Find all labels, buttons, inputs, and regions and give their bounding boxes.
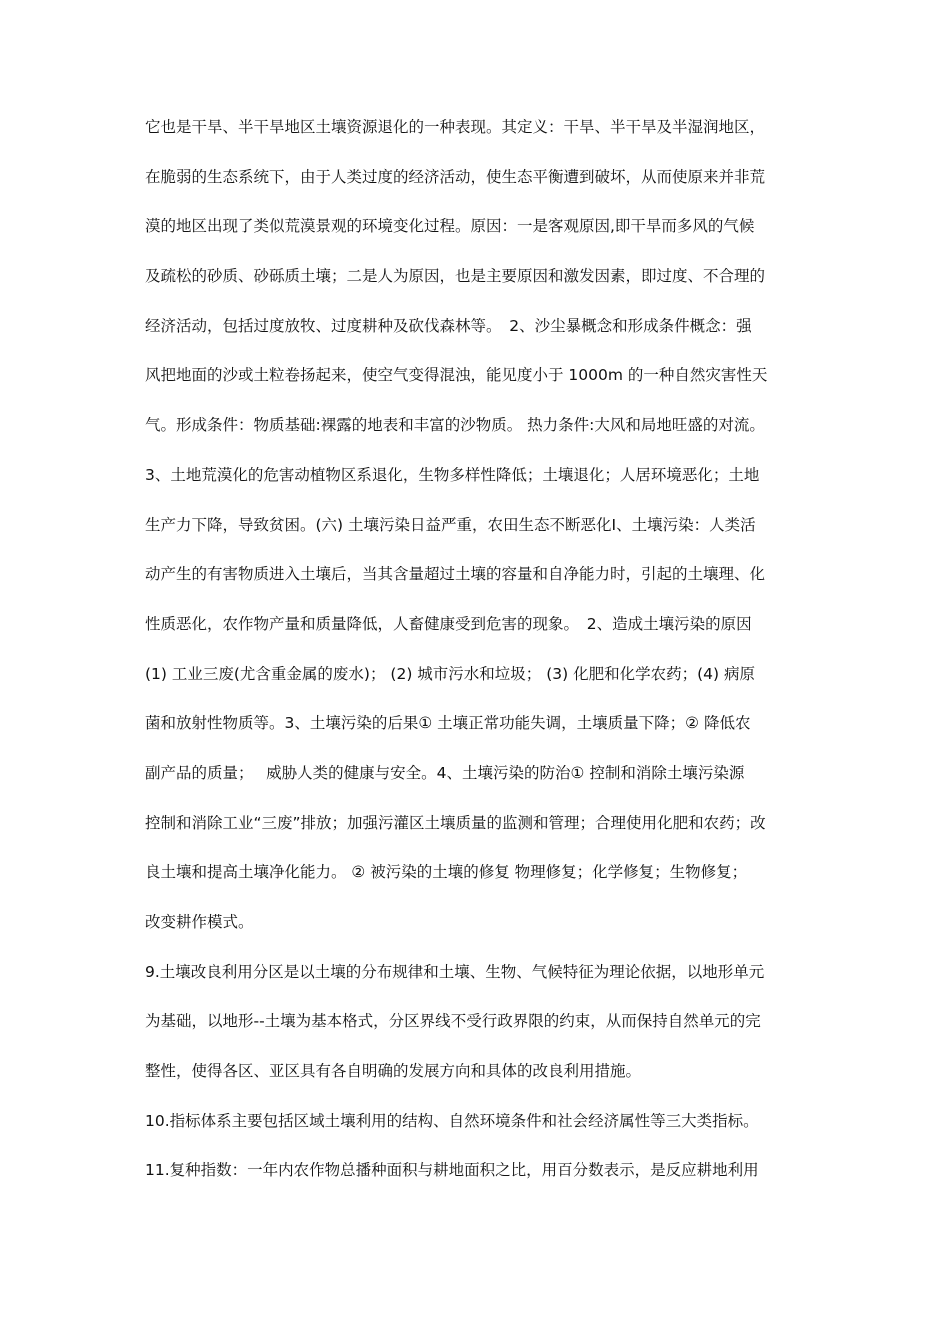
document-body: [145, 103, 820, 1196]
text-line: 10.指标体系主要包括区域土壤利用的结构、自然环境条件和社会经济属性等三大类指标。: [145, 1111, 759, 1130]
text-line: 经济活动，包括过度放牧、过度耕种及砍伐森林等。 2、沙尘暴概念和形成条件概念：强: [145, 316, 752, 335]
text-line: 及疏松的砂质、砂砾质土壤；二是人为原因，也是主要原因和激发因素，即过度、不合理的: [145, 267, 766, 286]
text-line: 9.土壤改良利用分区是以土壤的分布规律和土壤、生物、气候特征为理论依据，以地形单元: [145, 962, 765, 981]
text-line: 改变耕作模式。: [145, 913, 254, 931]
text-line: 性质恶化，农作物产量和质量降低，人畜健康受到危害的现象。 2、造成土壤污染的原因: [145, 614, 752, 633]
text-line: 生产力下降，导致贫困。(六) 土壤污染日益严重，农田生态不断恶化Ⅰ、土壤污染：人类活: [145, 515, 756, 534]
text-line: 菌和放射性物质等。3、土壤污染的后果① 土壤正常功能失调，土壤质量下降；② 降低农: [145, 714, 751, 733]
text-line: 气。形成条件：物质基础:裸露的地表和丰富的沙物质。 热力条件:大风和局地旺盛的对流。: [145, 416, 765, 435]
text-line: 动产生的有害物质进入土壤后，当其含量超过土壤的容量和自净能力时，引起的土壤理、化: [145, 565, 766, 584]
text-line: 风把地面的沙或土粒卷扬起来，使空气变得混浊，能见度小于 1000m 的一种自然灾害性天: [145, 366, 768, 385]
text-line: 控制和消除工业“三废”排放；加强污灌区土壤质量的监测和管理；合理使用化肥和农药；改: [145, 813, 766, 832]
text-line: 整性，使得各区、亚区具有各自明确的发展方向和具体的改良利用措施。: [145, 1062, 642, 1081]
text-line: 在脆弱的生态系统下，由于人类过度的经济活动，使生态平衡遭到破坏，从而使原来并非荒: [145, 167, 766, 186]
text-line: 副产品的质量； 威胁人类的健康与安全。4、土壤污染的防治① 控制和消除土壤污染源: [145, 763, 745, 782]
text-line: 为基础，以地形--土壤为基本格式，分区界线不受行政界限的约束，从而保持自然单元的完: [145, 1012, 761, 1031]
text-line: 漠的地区出现了类似荒漠景观的环境变化过程。原因：一是客观原因,即干旱而多风的气候: [145, 217, 755, 236]
text-line: 它也是干旱、半干旱地区土壤资源退化的一种表现。其定义：干旱、半干旱及半湿润地区，: [145, 118, 766, 136]
text-line: 11.复种指数：一年内农作物总播种面积与耕地面积之比，用百分数表示，是反应耕地利用: [145, 1161, 759, 1180]
text-line: (1) 工业三废(尤含重金属的废水)； (2) 城市污水和垃圾； (3) 化肥和化学农药；(4) 病原: [145, 664, 755, 683]
text-line: 3、土地荒漠化的危害动植物区系退化，生物多样性降低；土壤退化；人居环境恶化；土地: [145, 465, 760, 484]
text-line: 良土壤和提高土壤净化能力。 ② 被污染的土壤的修复 物理修复；化学修复；生物修复；: [145, 863, 748, 882]
